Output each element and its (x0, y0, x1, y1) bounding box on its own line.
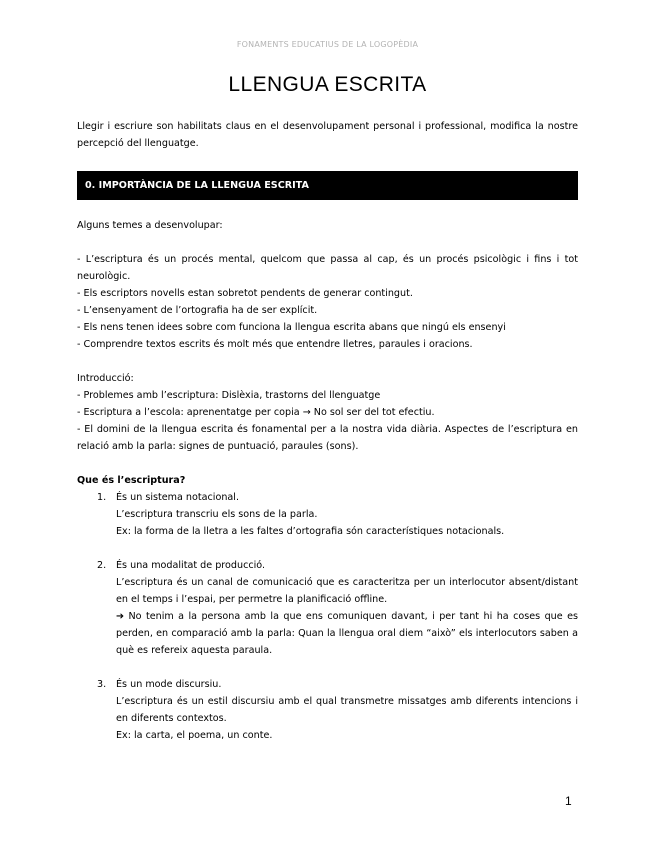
running-header: FONAMENTS EDUCATIUS DE LA LOGOPÈDIA (236, 40, 419, 49)
theme-item: - Comprendre textos escrits és molt més que entendre lletres, paraules i oracions. (77, 339, 473, 350)
page-number: 1 (565, 794, 572, 808)
list-item (77, 557, 578, 659)
list-item-line: Ex: la forma de la lletra a les faltes d’ortografia són característiques notacionals. (116, 526, 505, 537)
introduction-item: - El domini de la llengua escrita és fonamental per a la nostra vida diària. Aspectes de l’escriptura en relació amb la parla: signes de puntuació, paraules (sons). (77, 424, 578, 452)
theme-item: - Els nens tenen idees sobre com funciona la llengua escrita abans que ningú els ensenyi (77, 322, 506, 333)
introduction-item: - Problemes amb l’escriptura: Dislèxia, trastorns del llenguatge (77, 390, 381, 401)
question-heading: Que és l’escriptura? (77, 475, 186, 486)
introduction-item: - Escriptura a l’escola: aprenentatge per copia → No sol ser del tot efectiu. (77, 407, 435, 418)
list-item (77, 676, 578, 744)
theme-item: - L’ensenyament de l’ortografia ha de ser explícit. (77, 305, 318, 316)
list-item-line: ➔ No tenim a la persona amb la que ens comuniquen davant, i per tant hi ha coses que es perden, en comparació amb la parla: Quan la llengua oral diem “això” els interlocutors saben a què es refereix aquesta paraula. (116, 611, 578, 656)
section-heading-bar: 0. IMPORTÀNCIA DE LA LLENGUA ESCRITA (77, 171, 578, 200)
page-title: LLENGUA ESCRITA (228, 73, 427, 96)
list-item-title: És una modalitat de producció. (116, 560, 266, 571)
themes-heading: Alguns temes a desenvolupar: (77, 220, 223, 231)
list-number: 1. (97, 492, 107, 503)
theme-item: - Els escriptors novells estan sobretot pendents de generar contingut. (77, 288, 413, 299)
list-item-line: L’escriptura és un estil discursiu amb el qual transmetre missatges amb diferents intencions i en diferents contextos. (116, 696, 578, 724)
list-number: 2. (97, 560, 107, 571)
section-body (77, 217, 578, 744)
list-item-line: L’escriptura és un canal de comunicació que es caracteritza per un interlocutor absent/distant en el temps i l’espai, per permetre la planificació offline. (116, 577, 578, 605)
list-item-title: És un sistema notacional. (116, 492, 239, 503)
intro-paragraph: Llegir i escriure son habilitats claus en el desenvolupament personal i professional, modifica la nostre percepció del llenguatge. (77, 121, 578, 149)
list-number: 3. (97, 679, 107, 690)
introduction-heading: Introducció: (77, 373, 134, 384)
theme-item: - L’escriptura és un procés mental, quelcom que passa al cap, és un procés psicològic i fins i tot neurològic. (77, 254, 578, 282)
list-item (77, 489, 578, 540)
list-item-line: Ex: la carta, el poema, un conte. (116, 730, 273, 741)
numbered-list (77, 489, 578, 744)
list-item-line: L’escriptura transcriu els sons de la parla. (116, 509, 318, 520)
list-item-title: És un mode discursiu. (116, 679, 222, 690)
